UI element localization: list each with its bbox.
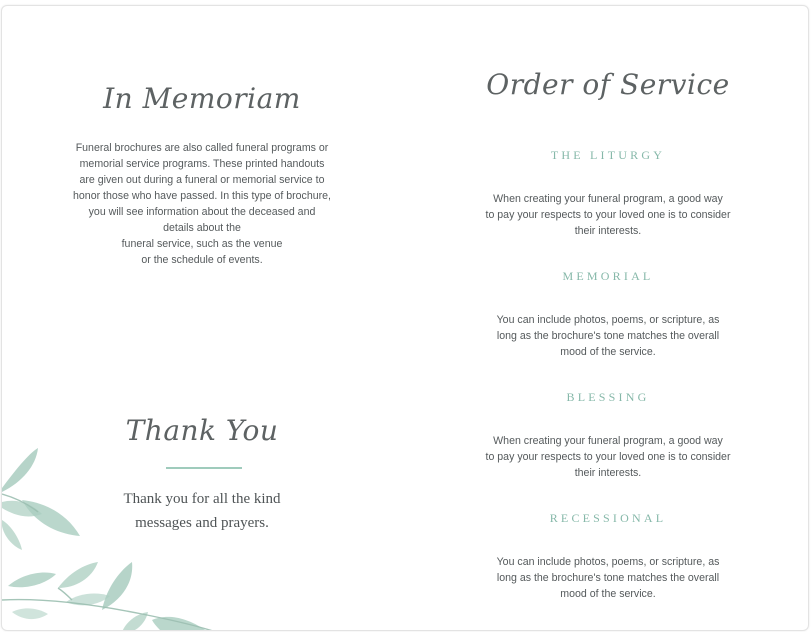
thank-you-line: messages and prayers.: [135, 515, 269, 531]
section-line: their interests.: [574, 467, 642, 479]
section-heading: RECESSIONAL: [549, 511, 667, 525]
section-blessing: [408, 390, 808, 481]
memoriam-text: [60, 140, 344, 268]
section-heading: BLESSING: [566, 390, 650, 404]
section-line: When creating your funeral program, a good way: [493, 193, 723, 205]
section-heading: MEMORIAL: [562, 269, 654, 283]
section-line: You can include photos, poems, or scripture, as: [496, 314, 720, 326]
section-line: When creating your funeral program, a good way: [493, 435, 723, 447]
memoriam-line: details about the: [163, 222, 241, 234]
section-line: to pay your respects to your loved one is to consider: [485, 209, 731, 221]
brochure-spread: [1, 5, 809, 631]
section-line: their interests.: [574, 225, 642, 237]
memoriam-line: memorial service programs. These printed handouts: [79, 158, 325, 170]
section-text: [472, 554, 744, 602]
section-line: to pay your respects to your loved one is to consider: [485, 451, 731, 463]
section-line: long as the brochure's tone matches the overall: [496, 330, 720, 342]
section-text: [472, 433, 744, 481]
section-line: long as the brochure's tone matches the overall: [496, 572, 720, 584]
left-page: [2, 6, 402, 630]
memoriam-line: Funeral brochures are also called funeral programs or: [75, 142, 329, 154]
memoriam-line: honor those who have passed. In this type of brochure,: [73, 190, 331, 202]
order-of-service-title: Order of Service: [486, 68, 730, 101]
section-line: mood of the service.: [560, 346, 656, 358]
section-line: You can include photos, poems, or scripture, as: [496, 556, 720, 568]
section-text: [472, 191, 744, 239]
right-page: [408, 6, 808, 630]
memoriam-line: are given out during a funeral or memorial service to: [79, 174, 325, 186]
eucalyptus-leaves-icon: [2, 442, 232, 631]
thank-you-title: Thank You: [125, 414, 279, 447]
section-recessional: [408, 511, 808, 602]
section-liturgy: [408, 148, 808, 239]
memoriam-line: you will see information about the deceased and: [88, 206, 316, 218]
section-text: [472, 312, 744, 360]
section-heading: THE LITURGY: [550, 148, 666, 162]
section-memorial: [408, 269, 808, 360]
memoriam-line: funeral service, such as the venue: [121, 238, 283, 250]
memoriam-title: In Memoriam: [103, 82, 301, 115]
section-line: mood of the service.: [560, 588, 656, 600]
thank-you-line: Thank you for all the kind: [123, 491, 281, 507]
memoriam-line: or the schedule of events.: [141, 254, 263, 266]
